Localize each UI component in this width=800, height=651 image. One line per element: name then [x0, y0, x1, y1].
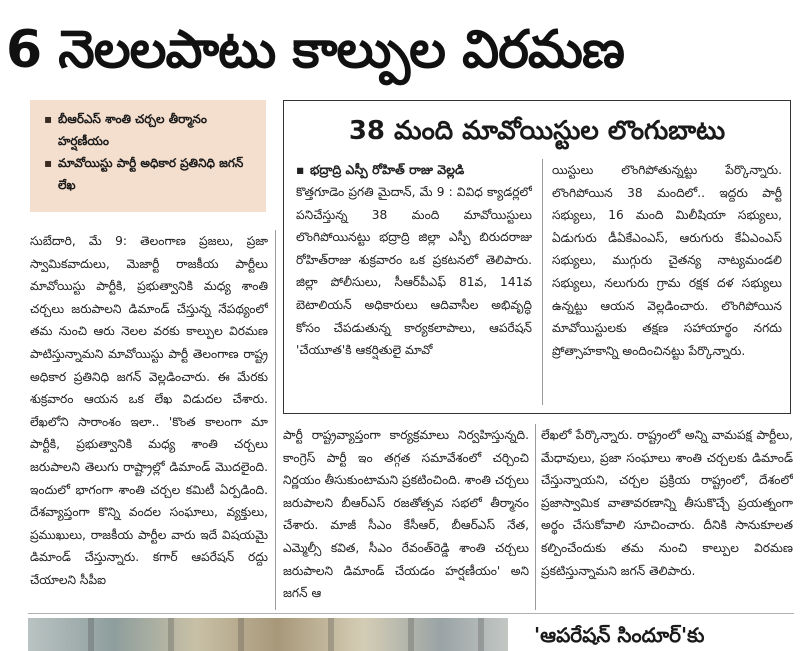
main-article-column-2 — [283, 424, 529, 610]
page-headline: 6 నెలలపాటు కాల్పుల విరమణ — [6, 20, 624, 80]
column-divider — [275, 230, 276, 610]
news-photo — [28, 618, 508, 651]
main-article-column-1 — [30, 230, 268, 610]
sub-article-text-2: యిస్టులు లొంగిపోతున్నట్టు పేర్కొన్నారు. లొంగిపోయిన 38 మందిలో.. ఇద్దరు పార్టీ సభ్యులు, 16 మంది మిలీషియా సభ్యులు, ఏడుగురు డీఏకేఎంఎస్, ఆరుగురు కేఏఎంఎస్ సభ్యులు, ముగ్గురు చైతన్య నాట్యమండలి సభ్యులు, నలుగురు గ్రామ రక్షక దళ సభ్యులు ఉన్నట్టు ఆయన వెల్లడించారు. లొంగిపోయిన మావోయిస్టులకు తక్షణ సహాయార్థం నగదు ప్రోత్సాహకాన్ని అందించినట్టు పేర్కొన్నారు. — [552, 163, 782, 358]
column-divider — [535, 424, 536, 610]
main-article-text-3: లేఖలో పేర్కొన్నారు. రాష్ట్రంలో అన్ని వామపక్ష పార్టీలు, మేధావులు, ప్రజా సంఘాలు శాంతి చర్చలకు డిమాండ్ చేస్తున్నాయని, చర్చల ప్రక్రియ రాష్ట్రంలో, దేశంలో ప్రజాస్వామిక వాతావరణాన్ని తీసుకొచ్చే ప్రయత్నంగా అర్థం చేసుకోవాలి సూచించారు. దీనికి సానుకూలత కల్పించేందుకు తమ నుంచి కాల్పుల విరమణ ప్రకటిస్తున్నామని జగన్ తెలిపారు. — [541, 428, 793, 578]
sub-article-headline: 38 మంది మావోయిస్టుల లొంగుబాటు — [348, 116, 726, 146]
highlights-box — [30, 100, 266, 212]
sub-article-column-2 — [552, 159, 782, 409]
sub-article-text-1: కొత్తగూడెం ప్రగతి మైదాన్, మే 9 : వివిధ క్యాడర్లలో పనిచేస్తున్న 38 మంది మావోయిస్టులు లొంగిపోయినట్టు భద్రాద్రి జిల్లా ఎస్పీ బిరుదరాజు రోహిత్‌రాజు శుక్రవారం ఒక ప్రకటనలో తెలిపారు. జిల్లా పోలీసులు, సీఆర్‌పీఎఫ్ 81వ, 141వ బెటాలియన్ అధికారులు ఆదివాసీల అభివృద్ధి కోసం చేపడుతున్న కార్యకలాపాలు, ఆపరేషన్ 'చేయూత'కి ఆకర్షితులై మావో — [296, 185, 532, 358]
main-article-text-1: సుబేదారి, మే 9: తెలంగాణ ప్రజలు, ప్రజా స్వామికవాదులు, మెజార్టీ రాజకీయ పార్టీలు మావోయిస్టు పార్టీకి, ప్రభుత్వానికి మధ్య శాంతి చర్చలు జరుపాలని డిమాండ్ చేస్తున్న నేపథ్యంలో తమ నుంచి ఆరు నెలల వరకు కాల్పుల విరమణ పాటిస్తున్నామని మావోయిస్టు పార్టీ తెలంగాణ రాష్ట్ర అధికార ప్రతినిధి జగన్ వెల్లడించారు. ఈ మేరకు శుక్రవారం ఆయన ఒక లేఖ విడుదల చేశారు. లేఖలోని సారాంశం ఇలా.. 'కొంత కాలంగా మా పార్టీకి, ప్రభుత్వానికి మధ్య శాంతి చర్చలు జరుపాలని తెలుగు రాష్ట్రాల్లో డిమాండ్ మొదలైంది. ఇందులో భాగంగా శాంతి చర్చల కమిటీ ఏర్పడింది. దేశవ్యాప్తంగా కొన్ని వందల సంఘాలు, వ్యక్తులు, ప్రముఖులు, రాజకీయ పార్టీల వారు ఇదే విషయమై డిమాండ్ చేస్తున్నారు. కగార్ ఆపరేషన్ రద్దు చేయాలని సీపీఐ — [30, 234, 268, 587]
section-divider — [28, 613, 794, 614]
sub-article-box — [283, 100, 791, 414]
main-article-text-2: పార్టీ రాష్ట్రవ్యాప్తంగా కార్యక్రమాలు నిర్వహిస్తున్నది. కాంగ్రెస్ పార్టీ ఇం తగ్గత సమావేశంలో చర్చించి నిర్ణయం తీసుకుంటామని ప్రకటించింది. శాంతి చర్చలు జరుపాలని బీఆర్ఎస్ రజతోత్సవ సభలో తీర్మానం చేశారు. మాజీ సీఎం కేసీఆర్, బీఆర్ఎస్ నేత, ఎమ్మెల్సీ కవిత, సీఎం రేవంత్‌రెడ్డి శాంతి చర్చలు జరుపాలని డిమాండ్ చేయడం హర్షణీయం' అని జగన్ ఆ — [283, 428, 529, 601]
next-article-headline: 'ఆపరేషన్ సిందూర్'కు — [534, 623, 705, 647]
sub-article-column-1 — [296, 159, 532, 409]
sub-article-byline: ▪ భద్రాద్రి ఎస్పీ రోహిత్ రాజు వెల్లడి — [296, 159, 532, 181]
main-article-column-3 — [541, 424, 793, 610]
highlight-item: ▪ మావోయిస్టు పార్టీ అధికార ప్రతినిధి జగన్ లేఖ — [44, 152, 256, 196]
highlight-item: ▪ బీఆర్ఎస్ శాంతి చర్చల తీర్మానం హర్షణీయం — [44, 108, 256, 152]
column-divider — [542, 159, 543, 405]
